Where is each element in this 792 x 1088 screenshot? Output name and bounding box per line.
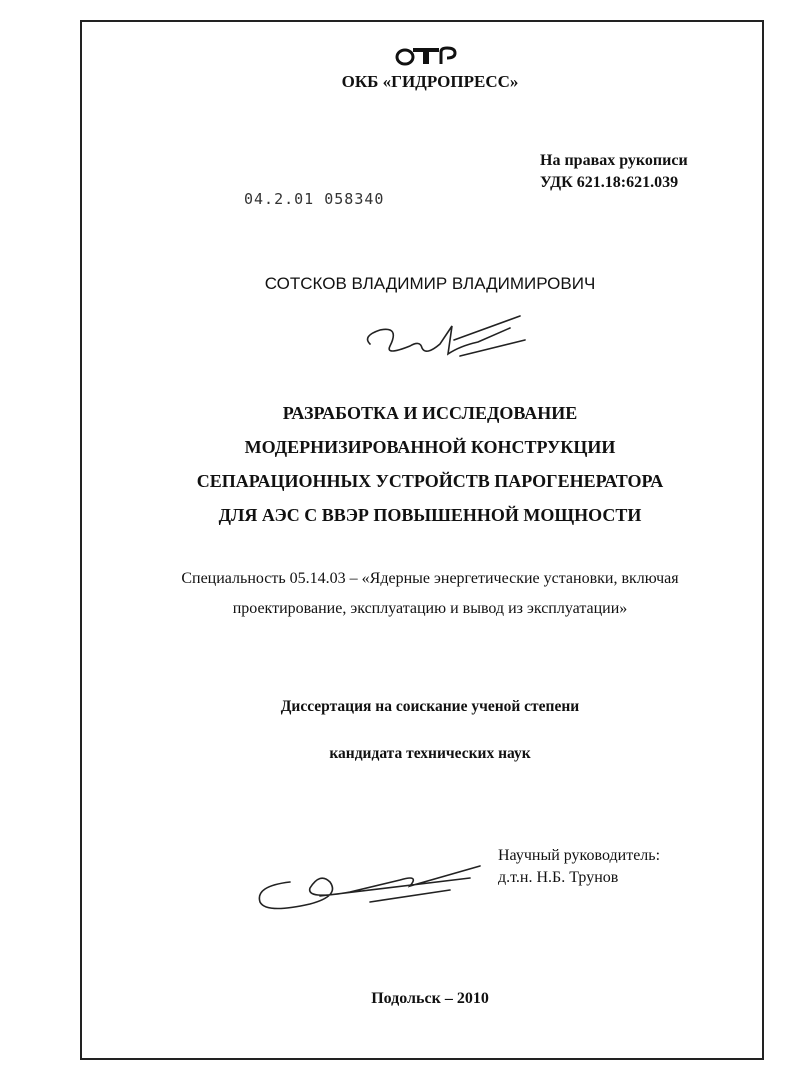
speciality-line: проектирование, эксплуатацию и вывод из эксплуатации» <box>232 600 628 617</box>
okb-logo-icon <box>395 44 461 66</box>
supervisor-name: д.т.н. Н.Б. Трунов <box>498 869 619 886</box>
udc-code: УДК 621.18:621.039 <box>540 174 679 191</box>
title-line: СЕПАРАЦИОННЫХ УСТРОЙСТВ ПАРОГЕНЕРАТОРА <box>196 471 664 491</box>
title-line: РАЗРАБОТКА И ИССЛЕДОВАНИЕ <box>282 403 578 423</box>
supervisor-block <box>498 845 738 889</box>
speciality-block <box>110 564 750 624</box>
degree-name: кандидата технических наук <box>329 745 531 762</box>
supervisor-signature <box>250 852 490 916</box>
registration-stamp: 04.2.01 058340 <box>244 190 385 208</box>
dissertation-title <box>150 396 710 532</box>
manuscript-rights-label: На правах рукописи <box>540 152 688 169</box>
city-year: Подольск – 2010 <box>371 990 489 1007</box>
degree-statement: Диссертация на соискание ученой степени <box>280 698 580 715</box>
author-name: СОТСКОВ ВЛАДИМИР ВЛАДИМИРОВИЧ <box>264 274 596 293</box>
title-line: ДЛЯ АЭС С ВВЭР ПОВЫШЕННОЙ МОЩНОСТИ <box>218 505 642 525</box>
supervisor-role: Научный руководитель: <box>498 847 661 864</box>
title-line: МОДЕРНИЗИРОВАННОЙ КОНСТРУКЦИИ <box>244 437 616 457</box>
author-signature <box>360 306 530 366</box>
manuscript-rights-block <box>540 150 730 194</box>
organization-name: ОКБ «ГИДРОПРЕСС» <box>341 72 519 91</box>
speciality-line: Специальность 05.14.03 – «Ядерные энергетические установки, включая <box>181 570 679 587</box>
